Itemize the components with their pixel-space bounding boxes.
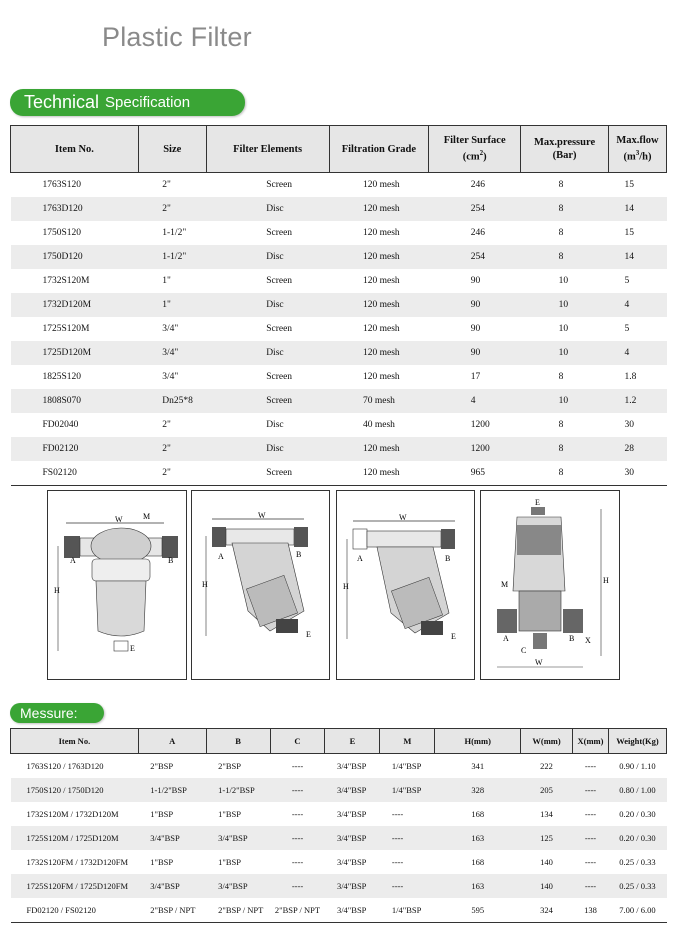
measure-cell-x: 138 xyxy=(573,898,609,923)
measure-cell-c: ---- xyxy=(270,826,325,850)
spec-cell-item: FD02120 xyxy=(11,437,139,461)
spec-cell-pressure: 8 xyxy=(558,372,564,382)
measure-cell-a: 1-1/2"BSP xyxy=(138,778,206,802)
spec-cell-flow: 5 xyxy=(624,324,630,334)
measure-header-weight: Weight(Kg) xyxy=(608,729,666,754)
label-c-4: C xyxy=(521,646,527,655)
measure-cell-w: 125 xyxy=(521,826,573,850)
spec-header-surface-sup: 2 xyxy=(479,149,484,158)
measure-cell-x: ---- xyxy=(573,874,609,898)
spec-cell-surface: 965 xyxy=(429,461,521,486)
spec-cell-pressure: 8 xyxy=(521,197,609,221)
spec-cell-item: 1750D120 xyxy=(11,245,139,269)
spec-cell-elements: Screen xyxy=(206,461,329,486)
spec-cell-grade: 120 mesh xyxy=(329,461,429,486)
spec-header-surface-close: ) xyxy=(483,151,487,163)
label-e-3: E xyxy=(451,632,456,641)
measure-cell-e: 3/4"BSP xyxy=(325,874,380,898)
label-h-2: H xyxy=(202,580,208,589)
spec-row xyxy=(11,269,667,293)
label-e-2: E xyxy=(306,630,311,639)
spec-cell-flow: 4 xyxy=(609,293,667,317)
measure-header-a: A xyxy=(138,729,206,754)
measure-cell-e: 3/4"BSP xyxy=(336,761,367,771)
label-a-4: A xyxy=(503,634,509,643)
spec-cell-flow: 4 xyxy=(609,341,667,365)
label-w: W xyxy=(115,515,123,524)
spec-cell-elements: Disc xyxy=(206,293,329,317)
measure-cell-e: 3/4"BSP xyxy=(336,857,367,867)
spec-cell-size: Dn25*8 xyxy=(138,389,206,413)
spec-cell-grade: 120 mesh xyxy=(329,341,429,365)
spec-cell-flow: 1.2 xyxy=(609,389,667,413)
spec-header-surface-unit: (cm xyxy=(462,151,480,163)
spec-cell-grade: 120 mesh xyxy=(363,276,400,286)
diagram-side-view-filter-2 xyxy=(336,490,475,680)
measure-cell-b: 2"BSP xyxy=(218,761,241,771)
spec-cell-flow: 14 xyxy=(609,245,667,269)
measure-table-body xyxy=(11,754,667,923)
measure-cell-m: ---- xyxy=(380,826,435,850)
measure-cell-weight: 0.25 / 0.33 xyxy=(619,857,656,867)
spec-cell-size: 2" xyxy=(138,461,206,486)
spec-cell-size: 1-1/2" xyxy=(162,228,187,238)
spec-cell-pressure: 10 xyxy=(521,389,609,413)
measure-cell-w: 140 xyxy=(540,857,553,867)
measure-cell-weight: 0.20 / 0.30 xyxy=(619,809,656,819)
measure-cell-h: 341 xyxy=(471,761,485,771)
measure-cell-w: 222 xyxy=(540,761,553,771)
measure-cell-c: ---- xyxy=(291,857,304,867)
spec-cell-surface: 4 xyxy=(429,389,521,413)
page-title: Plastic Filter xyxy=(102,22,252,52)
spec-cell-surface: 1200 xyxy=(470,420,490,430)
label-a-2: A xyxy=(218,552,224,561)
spec-cell-elements: Disc xyxy=(206,197,329,221)
measure-cell-c: 2"BSP / NPT xyxy=(270,898,325,923)
filter-diagram-3 xyxy=(337,491,474,679)
spec-cell-flow: 1.8 xyxy=(624,372,637,382)
spec-cell-elements: Screen xyxy=(266,372,293,382)
label-x-4: X xyxy=(585,636,591,645)
measure-cell-x: ---- xyxy=(584,761,597,771)
measure-cell-m: ---- xyxy=(380,874,435,898)
spec-header-pressure xyxy=(521,126,609,173)
measure-cell-item: FD02120 / FS02120 xyxy=(11,898,139,923)
measure-cell-m: 1/4"BSP xyxy=(380,898,435,923)
spec-cell-item: 1750S120 xyxy=(42,228,82,238)
measure-cell-c: ---- xyxy=(291,761,304,771)
label-m: M xyxy=(143,512,151,521)
spec-cell-grade: 70 mesh xyxy=(329,389,429,413)
measure-row xyxy=(11,850,667,874)
spec-cell-elements: Disc xyxy=(266,420,284,430)
label-b: B xyxy=(168,556,174,565)
measure-header-e: E xyxy=(325,729,380,754)
spec-cell-surface: 90 xyxy=(470,276,481,286)
spec-header-pressure-unit: (Bar) xyxy=(552,150,577,161)
spec-header-surface-title: Filter Surface xyxy=(443,135,506,147)
spec-cell-surface: 254 xyxy=(429,245,521,269)
specification-table xyxy=(10,125,667,486)
spec-cell-size: 3/4" xyxy=(162,324,179,334)
spec-cell-pressure: 10 xyxy=(558,276,569,286)
spec-cell-grade: 120 mesh xyxy=(363,180,400,190)
measure-cell-h: 168 xyxy=(471,857,485,867)
technical-specification-badge xyxy=(10,89,245,116)
spec-header-flow xyxy=(609,126,667,173)
spec-cell-size: 3/4" xyxy=(162,372,179,382)
spec-row xyxy=(11,461,667,486)
measure-row xyxy=(11,754,667,779)
spec-cell-flow: 15 xyxy=(624,180,634,190)
spec-cell-pressure: 8 xyxy=(521,245,609,269)
spec-row xyxy=(11,437,667,461)
spec-cell-flow: 30 xyxy=(624,420,634,430)
measure-header-m: M xyxy=(380,729,435,754)
measure-header-x: X(mm) xyxy=(573,729,609,754)
spec-cell-item: FD02040 xyxy=(42,420,79,430)
spec-cell-pressure: 8 xyxy=(558,420,564,430)
measure-cell-a: 3/4"BSP xyxy=(138,826,206,850)
measure-cell-item: 1725S120FM / 1725D120FM xyxy=(11,874,139,898)
spec-header-pressure-title: Max.pressure xyxy=(533,137,596,148)
measure-cell-h: 163 xyxy=(435,826,521,850)
measure-cell-x: ---- xyxy=(584,857,597,867)
measure-cell-w: 205 xyxy=(521,778,573,802)
measure-cell-a: 3/4"BSP xyxy=(138,874,206,898)
measure-cell-b: 2"BSP / NPT xyxy=(206,898,270,923)
spec-cell-flow: 30 xyxy=(609,461,667,486)
spec-row xyxy=(11,245,667,269)
measure-cell-x: ---- xyxy=(573,778,609,802)
spec-cell-elements: Screen xyxy=(266,276,293,286)
measure-row xyxy=(11,826,667,850)
spec-cell-pressure: 10 xyxy=(521,293,609,317)
measure-cell-weight: 7.00 / 6.00 xyxy=(608,898,666,923)
diagram-side-view-filter-1 xyxy=(191,490,330,680)
label-a-3: A xyxy=(357,554,363,563)
label-a: A xyxy=(70,556,76,565)
spec-cell-elements: Screen xyxy=(206,389,329,413)
measure-cell-weight: 0.80 / 1.00 xyxy=(608,778,666,802)
measure-header-c: C xyxy=(270,729,325,754)
spec-label-big: Technical xyxy=(24,92,100,112)
measure-cell-b: 1"BSP xyxy=(218,809,241,819)
spec-cell-elements: Screen xyxy=(266,228,293,238)
spec-cell-surface: 246 xyxy=(470,180,486,190)
measure-table xyxy=(10,728,667,923)
label-h: H xyxy=(54,586,60,595)
spec-cell-size: 3/4" xyxy=(138,341,206,365)
measure-cell-a: 1"BSP xyxy=(150,857,174,867)
measure-cell-a: 1"BSP xyxy=(150,809,174,819)
spec-header-grade: Filtration Grade xyxy=(329,126,429,173)
measure-cell-item: 1725S120M / 1725D120M xyxy=(11,826,139,850)
spec-cell-grade: 120 mesh xyxy=(329,245,429,269)
spec-cell-surface: 90 xyxy=(429,293,521,317)
measure-header-row xyxy=(11,729,667,754)
measure-header-b: B xyxy=(206,729,270,754)
measure-cell-item: 1750S120 / 1750D120 xyxy=(11,778,139,802)
spec-cell-grade: 120 mesh xyxy=(363,324,400,334)
measure-header-item: Item No. xyxy=(11,729,139,754)
measure-cell-h: 595 xyxy=(435,898,521,923)
diagram-top-view-filter xyxy=(47,490,187,680)
spec-cell-surface: 1200 xyxy=(429,437,521,461)
filter-diagram-1 xyxy=(48,491,186,679)
label-w-2: W xyxy=(258,511,266,520)
spec-cell-size: 2" xyxy=(138,197,206,221)
measure-cell-c: ---- xyxy=(291,809,304,819)
measure-cell-h: 163 xyxy=(435,874,521,898)
spec-cell-elements: Disc xyxy=(206,437,329,461)
spec-cell-grade: 120 mesh xyxy=(363,372,400,382)
measure-row xyxy=(11,874,667,898)
spec-row xyxy=(11,389,667,413)
spec-table-body xyxy=(11,173,667,486)
diagram-disc-filter-large xyxy=(480,490,620,680)
spec-cell-surface: 254 xyxy=(429,197,521,221)
inlet-thread xyxy=(64,536,80,558)
label-b-3: B xyxy=(445,554,451,563)
label-w-4: W xyxy=(535,658,543,667)
spec-cell-grade: 120 mesh xyxy=(329,197,429,221)
measure-cell-w: 134 xyxy=(540,809,553,819)
spec-header-flow-unit: (m xyxy=(623,151,636,163)
measure-cell-x: ---- xyxy=(573,826,609,850)
spec-cell-grade: 120 mesh xyxy=(329,437,429,461)
spec-header-row xyxy=(11,126,667,173)
measure-cell-w: 140 xyxy=(521,874,573,898)
filter-diagram-2 xyxy=(192,491,329,679)
spec-cell-surface: 246 xyxy=(470,228,486,238)
label-b-4: B xyxy=(569,634,575,643)
measure-label: Messure: xyxy=(20,705,78,721)
spec-cell-elements: Disc xyxy=(206,341,329,365)
measure-row xyxy=(11,898,667,923)
spec-header-size: Size xyxy=(138,126,206,173)
spec-cell-grade: 120 mesh xyxy=(329,293,429,317)
spec-cell-surface: 90 xyxy=(429,341,521,365)
spec-cell-item: 1732S120M xyxy=(42,276,90,286)
spec-row xyxy=(11,317,667,341)
spec-row xyxy=(11,197,667,221)
spec-cell-item: 1732D120M xyxy=(11,293,139,317)
measure-cell-a: 2"BSP / NPT xyxy=(138,898,206,923)
measure-cell-b: 1-1/2"BSP xyxy=(206,778,270,802)
measure-cell-weight: 0.25 / 0.33 xyxy=(608,874,666,898)
label-w-3: W xyxy=(399,513,407,522)
measure-cell-h: 168 xyxy=(471,809,485,819)
label-e: E xyxy=(130,644,135,653)
measure-cell-item: 1732S120FM / 1732D120FM xyxy=(26,857,129,867)
spec-cell-pressure: 8 xyxy=(558,180,564,190)
measure-cell-e: 3/4"BSP xyxy=(325,826,380,850)
measure-cell-m: ---- xyxy=(391,857,404,867)
spec-cell-pressure: 8 xyxy=(521,461,609,486)
measure-cell-c: ---- xyxy=(270,778,325,802)
measure-cell-b: 3/4"BSP xyxy=(206,874,270,898)
spec-row xyxy=(11,413,667,437)
spec-cell-item: 1725S120M xyxy=(42,324,90,334)
spec-cell-surface: 17 xyxy=(470,372,481,382)
spec-cell-elements: Screen xyxy=(266,180,293,190)
measure-cell-e: 3/4"BSP xyxy=(336,809,367,819)
outlet-thread xyxy=(162,536,178,558)
spec-cell-pressure: 8 xyxy=(521,437,609,461)
spec-cell-size: 1" xyxy=(138,293,206,317)
spec-cell-flow: 28 xyxy=(609,437,667,461)
measure-row xyxy=(11,802,667,826)
spec-cell-item: 1725D120M xyxy=(11,341,139,365)
measure-cell-x: ---- xyxy=(584,809,597,819)
measure-cell-item: 1732S120M / 1732D120M xyxy=(26,809,119,819)
measure-badge xyxy=(10,703,104,723)
measure-cell-e: 3/4"BSP xyxy=(325,778,380,802)
measure-cell-m: 1/4"BSP xyxy=(380,778,435,802)
spec-cell-size: 1" xyxy=(162,276,171,286)
spec-row xyxy=(11,221,667,245)
spec-cell-item: 1808S070 xyxy=(11,389,139,413)
label-e-4: E xyxy=(535,498,540,507)
measure-cell-c: ---- xyxy=(270,874,325,898)
spec-header-elements: Filter Elements xyxy=(206,126,329,173)
spec-header-flow-sup: 3 xyxy=(635,149,640,158)
spec-row xyxy=(11,341,667,365)
spec-header-flow-close: /h) xyxy=(639,151,652,163)
spec-row xyxy=(11,173,667,198)
label-b-2: B xyxy=(296,550,302,559)
measure-row xyxy=(11,778,667,802)
measure-cell-h: 328 xyxy=(435,778,521,802)
spec-cell-size: 2" xyxy=(162,420,171,430)
spec-cell-grade: 40 mesh xyxy=(363,420,395,430)
measure-cell-a: 2"BSP xyxy=(150,761,174,771)
measure-cell-m: 1/4"BSP xyxy=(391,761,422,771)
spec-row xyxy=(11,293,667,317)
spec-header-item: Item No. xyxy=(11,126,139,173)
measure-cell-m: ---- xyxy=(391,809,404,819)
spec-cell-pressure: 8 xyxy=(558,228,564,238)
label-m-4: M xyxy=(501,580,509,589)
spec-cell-pressure: 10 xyxy=(521,341,609,365)
spec-cell-item: 1763D120 xyxy=(11,197,139,221)
measure-cell-b: 3/4"BSP xyxy=(206,826,270,850)
spec-cell-item: 1825S120 xyxy=(42,372,82,382)
spec-cell-flow: 15 xyxy=(624,228,634,238)
label-h-3: H xyxy=(343,582,349,591)
measure-cell-e: 3/4"BSP xyxy=(325,898,380,923)
spec-cell-elements: Disc xyxy=(206,245,329,269)
measure-header-h: H(mm) xyxy=(435,729,521,754)
spec-label-small: Specification xyxy=(105,94,191,111)
measure-header-w: W(mm) xyxy=(521,729,573,754)
spec-cell-elements: Screen xyxy=(266,324,293,334)
spec-cell-grade: 120 mesh xyxy=(363,228,400,238)
spec-header-flow-title: Max.flow xyxy=(616,135,659,147)
measure-cell-weight: 0.90 / 1.10 xyxy=(619,761,656,771)
measure-cell-item: 1763S120 / 1763D120 xyxy=(26,761,104,771)
label-h-4: H xyxy=(603,576,609,585)
measure-cell-weight: 0.20 / 0.30 xyxy=(608,826,666,850)
measure-cell-w: 324 xyxy=(521,898,573,923)
spec-cell-size: 1-1/2" xyxy=(138,245,206,269)
spec-header-surface xyxy=(429,126,521,173)
spec-cell-pressure: 10 xyxy=(558,324,569,334)
spec-cell-flow: 5 xyxy=(624,276,630,286)
spec-cell-item: 1763S120 xyxy=(42,180,82,190)
spec-cell-flow: 14 xyxy=(609,197,667,221)
spec-cell-size: 2" xyxy=(138,437,206,461)
spec-cell-item: FS02120 xyxy=(11,461,139,486)
spec-cell-surface: 90 xyxy=(470,324,481,334)
filter-diagram-4 xyxy=(481,491,619,679)
spec-row xyxy=(11,365,667,389)
measure-cell-b: 1"BSP xyxy=(218,857,241,867)
spec-cell-size: 2" xyxy=(162,180,171,190)
